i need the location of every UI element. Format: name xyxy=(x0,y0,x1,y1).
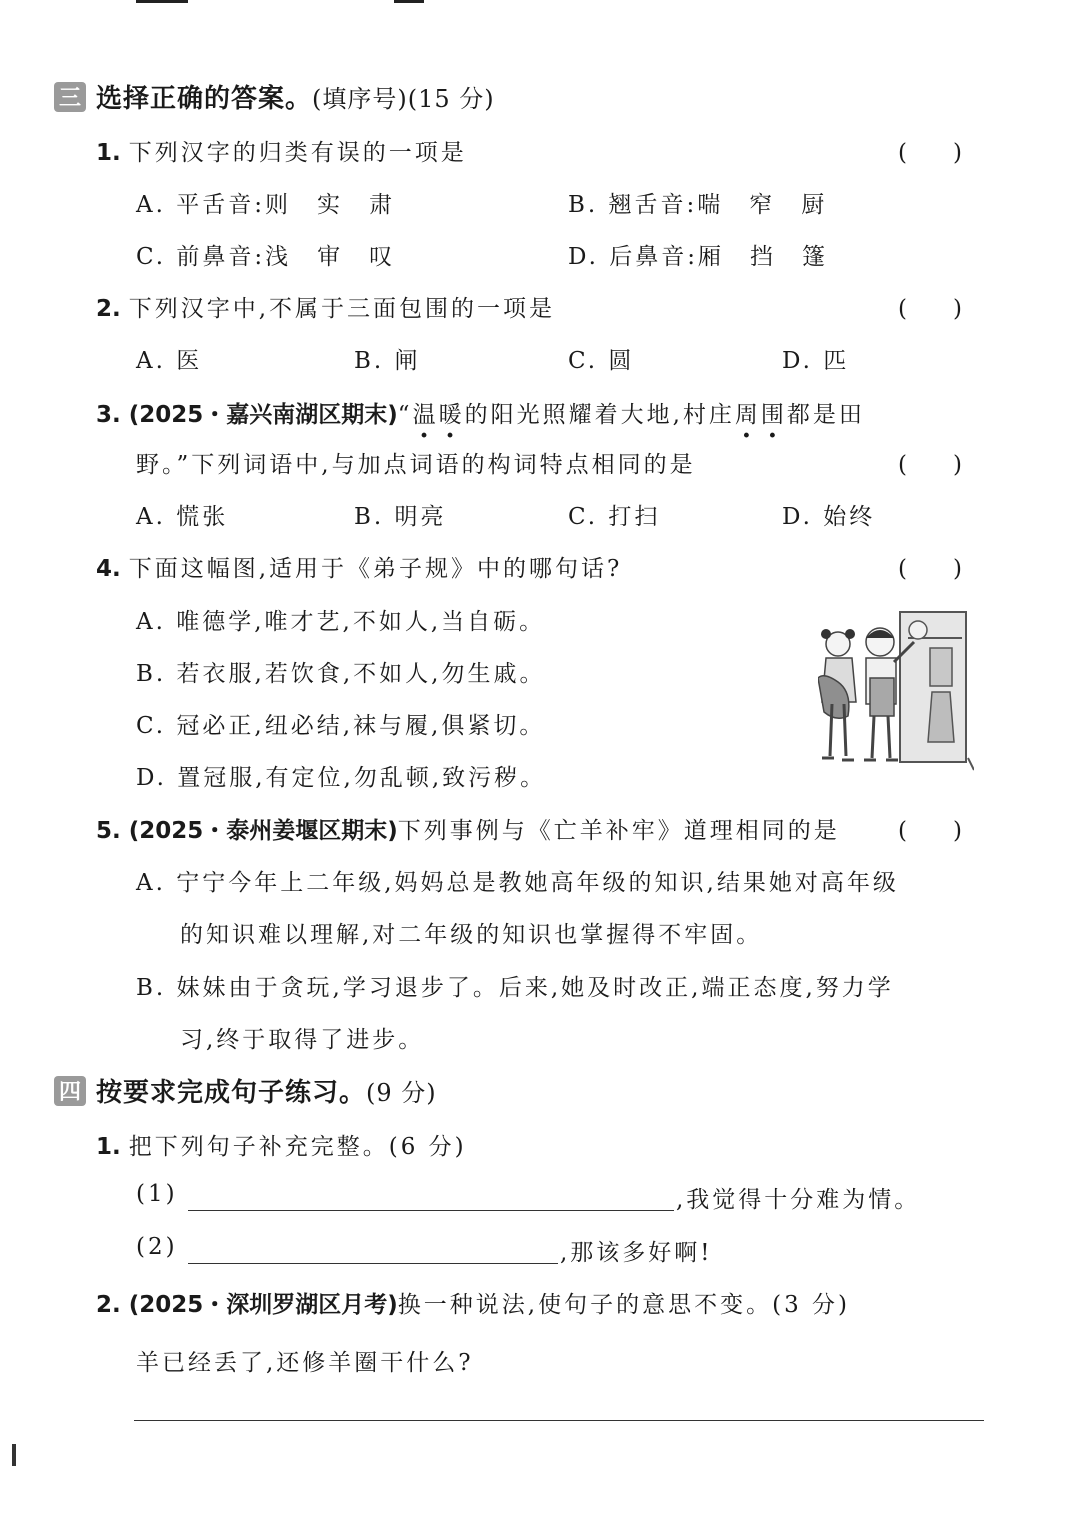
children-wardrobe-illustration xyxy=(818,608,974,774)
question-number: 1. xyxy=(96,140,121,166)
q2-option-c: C. 圆 xyxy=(568,348,635,374)
question-number: 5. xyxy=(96,818,121,844)
section-3-header xyxy=(54,78,495,115)
answer-line[interactable] xyxy=(134,1420,984,1421)
question-2-stem xyxy=(96,290,555,323)
answer-paren-1[interactable]: ( ) xyxy=(898,140,962,166)
q2-option-d: D. 匹 xyxy=(782,348,850,374)
question-text: 下列汉字的归类有误的一项是 xyxy=(128,140,467,166)
answer-paren-4[interactable]: ( ) xyxy=(898,556,962,582)
fill-item-1-tail: ,我觉得十分难为情。 xyxy=(676,1187,921,1213)
question-text: 换一种说法,使句子的意思不变。(3 分) xyxy=(397,1292,850,1318)
quote-open: “ xyxy=(397,402,413,428)
section-title: 按要求完成句子练习。 xyxy=(96,1078,367,1108)
q4-option-c: C. 冠必正,纽必结,袜与履,俱紧切。 xyxy=(136,713,546,739)
question-text: 把下列句子补充完整。(6 分) xyxy=(128,1134,467,1160)
section-points: (9 分) xyxy=(366,1079,437,1107)
q5-option-a-line1: A. 宁宁今年上二年级,妈妈总是教她高年级的知识,结果她对高年级 xyxy=(136,870,899,896)
q4-option-d: D. 置冠服,有定位,勿乱顿,致污秽。 xyxy=(136,765,547,791)
q1-option-d: D. 后鼻音:厢 挡 篷 xyxy=(568,244,828,270)
q4-option-b: B. 若衣服,若饮食,不如人,勿生戚。 xyxy=(136,661,546,687)
q5-option-b-line1: B. 妹妹由于贪玩,学习退步了。后来,她及时改正,端正态度,努力学 xyxy=(136,975,894,1001)
question-source: (2025・嘉兴南湖区期末) xyxy=(128,402,398,428)
answer-paren-2[interactable]: ( ) xyxy=(898,296,962,322)
section-number-badge: 三 xyxy=(54,82,86,112)
section-4-header xyxy=(54,1072,437,1109)
question-text: 下列事例与《亡羊补牢》道理相同的是 xyxy=(397,818,840,844)
question-1-stem xyxy=(96,134,467,167)
question-source: (2025・深圳罗湖区月考) xyxy=(128,1292,398,1318)
top-cutoff-mark-left xyxy=(136,0,188,3)
question-source: (2025・泰州姜堰区期末) xyxy=(128,818,398,844)
q4-option-a: A. 唯德学,唯才艺,不如人,当自砺。 xyxy=(136,609,546,635)
fill-item-2-tail: ,那该多好啊! xyxy=(560,1240,713,1266)
q5-option-b-line2: 习,终于取得了进步。 xyxy=(180,1027,425,1053)
question-text-tail: 都是田 xyxy=(786,402,865,428)
s4-question-2-sentence: 羊已经丢了,还修羊圈干什么? xyxy=(136,1350,474,1376)
q3-option-b: B. 明亮 xyxy=(354,504,447,530)
fill-item-1-label: (1) xyxy=(136,1181,178,1207)
q5-option-a-line2: 的知识难以理解,对二年级的知识也掌握得不牢固。 xyxy=(180,922,763,948)
question-4-stem xyxy=(96,550,622,583)
q1-option-b: B. 翘舌音:喘 窄 厨 xyxy=(568,192,828,218)
question-text: 下面这幅图,适用于《弟子规》中的哪句话? xyxy=(128,556,623,582)
top-cutoff-mark-right xyxy=(394,0,424,3)
margin-mark xyxy=(12,1444,16,1466)
fill-blank-2[interactable] xyxy=(188,1263,558,1264)
dotted-char: 围 xyxy=(760,402,787,428)
question-3-stem-line1 xyxy=(96,396,865,429)
question-number: 1. xyxy=(96,1134,121,1160)
q2-option-a: A. 医 xyxy=(136,348,203,374)
q3-option-d: D. 始终 xyxy=(782,504,876,530)
question-number: 4. xyxy=(96,556,121,582)
q1-option-a: A. 平舌音:则 实 肃 xyxy=(136,192,395,218)
answer-paren-3[interactable]: ( ) xyxy=(898,452,962,478)
section-points: (填序号)(15 分) xyxy=(312,85,495,113)
question-number: 3. xyxy=(96,402,121,428)
section-title: 选择正确的答案。 xyxy=(96,84,313,114)
fill-blank-1[interactable] xyxy=(188,1210,674,1211)
section-number-badge: 四 xyxy=(54,1076,86,1106)
dotted-char: 温 xyxy=(412,402,439,428)
question-number: 2. xyxy=(96,1292,121,1318)
s4-question-2-stem xyxy=(96,1286,850,1319)
question-3-stem-line2: 野。”下列词语中,与加点词语的构词特点相同的是 xyxy=(136,452,696,478)
q3-option-a: A. 慌张 xyxy=(136,504,229,530)
question-text: 下列汉字中,不属于三面包围的一项是 xyxy=(128,296,556,322)
s4-question-1-stem xyxy=(96,1128,467,1161)
fill-item-2-label: (2) xyxy=(136,1234,178,1260)
dotted-char: 暖 xyxy=(438,402,465,428)
question-text: 的阳光照耀着大地,村庄 xyxy=(464,402,735,428)
q3-option-c: C. 打扫 xyxy=(568,504,661,530)
q1-option-c: C. 前鼻音:浅 审 叹 xyxy=(136,244,396,270)
answer-paren-5[interactable]: ( ) xyxy=(898,818,962,844)
q2-option-b: B. 闸 xyxy=(354,348,421,374)
question-5-stem xyxy=(96,812,840,845)
question-number: 2. xyxy=(96,296,121,322)
dotted-char: 周 xyxy=(734,402,761,428)
